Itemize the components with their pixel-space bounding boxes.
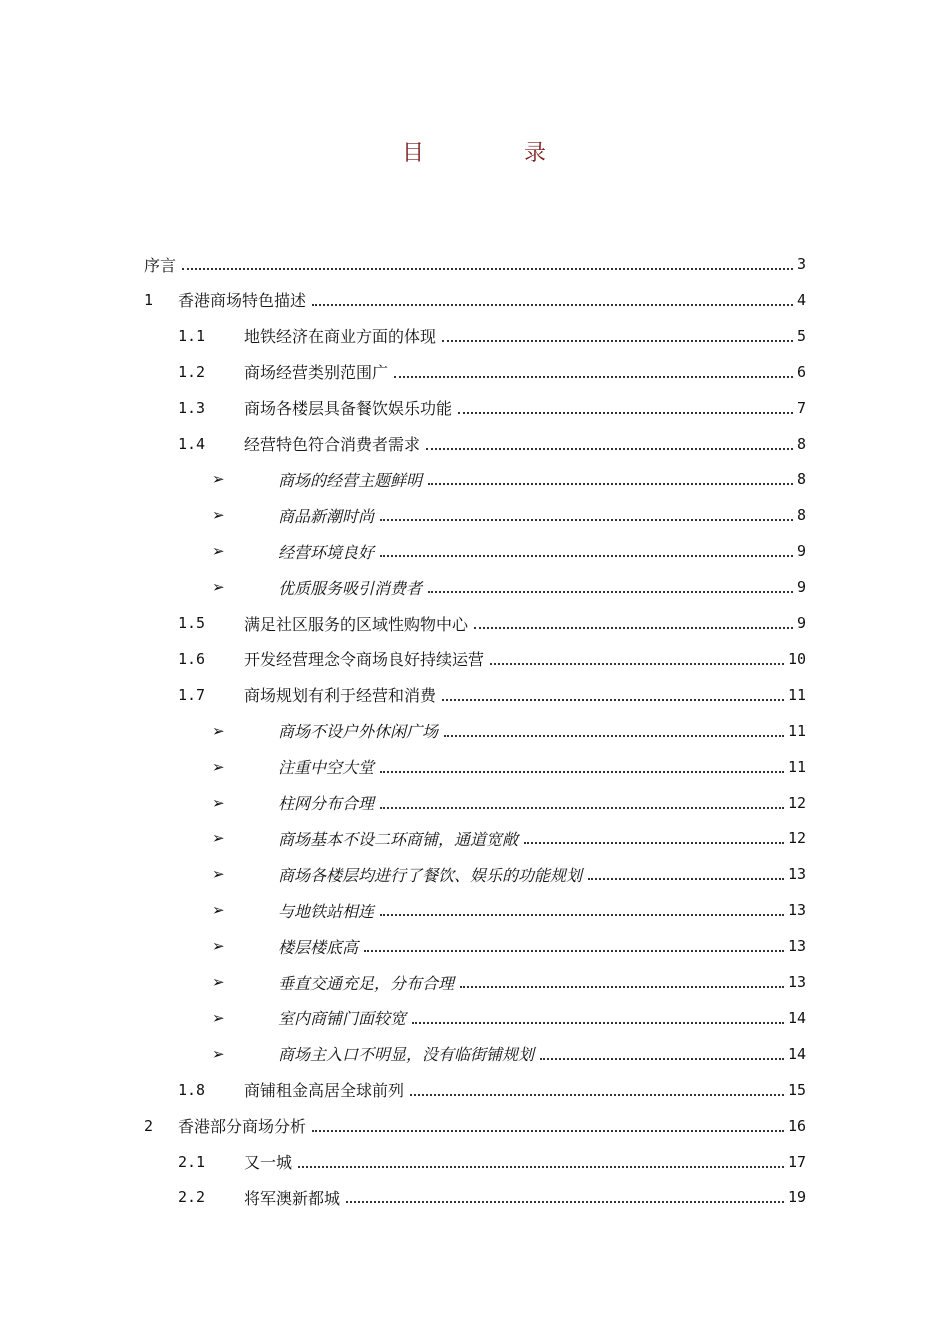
toc-entry-number: 2 [144,1116,154,1135]
dot-leader [444,735,784,737]
dot-leader [442,340,793,342]
toc-entry-title: 满足社区服务的区域性购物中心 [244,612,470,635]
toc-entry-page: 6 [796,362,806,381]
toc-entry-page: 13 [787,937,806,956]
page-title [0,136,950,167]
bullet-arrow-icon: ➢ [212,721,225,740]
toc-entry[interactable] [178,354,806,390]
toc-entry[interactable] [144,246,806,282]
bullet-arrow-icon: ➢ [212,1008,225,1027]
toc-entry[interactable] [212,928,806,964]
dot-leader [380,807,784,809]
toc-entry-title: 商场不设户外休闲广场 [278,719,440,742]
toc-entry-page: 13 [787,865,806,884]
dot-leader [312,1130,784,1132]
toc-entry[interactable] [212,497,806,533]
toc-entry-page: 17 [787,1152,806,1171]
toc-entry-title: 室内商铺门面较宽 [278,1006,408,1029]
toc-entry-number: 2.2 [178,1188,206,1207]
toc-entry-title: 商场各楼层具备餐饮娱乐功能 [244,396,454,419]
toc-entry[interactable] [212,856,806,892]
dot-leader [346,1201,784,1203]
toc-entry-page: 11 [787,685,806,704]
toc-entry-number: 1.1 [178,326,206,345]
dot-leader [182,268,793,270]
toc-entry-page: 15 [787,1080,806,1099]
bullet-arrow-icon: ➢ [212,757,225,776]
toc-entry[interactable] [144,1108,806,1144]
title-char-1: 目 [401,141,426,166]
toc-entry-title: 经营特色符合消费者需求 [244,432,422,455]
toc-entry-title: 垂直交通充足，分布合理 [278,971,456,994]
dot-leader [428,483,793,485]
toc-entry-page: 13 [787,901,806,920]
toc-entry-page: 14 [787,1044,806,1063]
toc-entry[interactable] [178,1144,806,1180]
dot-leader [490,663,784,665]
toc-entry-number: 1 [144,290,154,309]
toc-entry-title: 开发经营理念令商场良好持续运营 [244,647,486,670]
toc-entry-title: 序言 [144,253,178,276]
dot-leader [474,627,793,629]
toc-entry[interactable] [144,282,806,318]
toc-entry-number: 2.1 [178,1152,206,1171]
toc-entry-title: 又一城 [244,1150,294,1173]
toc-entry-page: 14 [787,1008,806,1027]
toc-entry-page: 11 [787,721,806,740]
bullet-arrow-icon: ➢ [212,865,225,884]
dot-leader [524,842,784,844]
toc-entry-title: 商场基本不设二环商铺，通道宽敞 [278,827,520,850]
toc-entry[interactable] [178,390,806,426]
toc-entry-title: 香港部分商场分析 [178,1114,308,1137]
bullet-arrow-icon: ➢ [212,1044,225,1063]
toc-entry-page: 10 [787,649,806,668]
toc-entry-page: 12 [787,793,806,812]
dot-leader [442,699,784,701]
toc-entry[interactable] [212,964,806,1000]
toc-entry-title: 商场的经营主题鲜明 [278,468,424,491]
toc-entry-number: 1.6 [178,649,206,668]
dot-leader [312,304,793,306]
toc-entry[interactable] [178,641,806,677]
bullet-arrow-icon: ➢ [212,470,225,489]
toc-entry[interactable] [178,677,806,713]
toc-entry[interactable] [212,1000,806,1036]
toc-entry-number: 1.7 [178,685,206,704]
dot-leader [298,1166,784,1168]
toc-entry-title: 经营环境良好 [278,540,376,563]
bullet-arrow-icon: ➢ [212,506,225,525]
dot-leader [394,376,793,378]
toc-entry[interactable] [212,785,806,821]
bullet-arrow-icon: ➢ [212,829,225,848]
dot-leader [380,519,793,521]
toc-entry[interactable] [212,892,806,928]
bullet-arrow-icon: ➢ [212,937,225,956]
toc-entry-page: 9 [796,542,806,561]
dot-leader [458,412,793,414]
toc-entry-page: 4 [796,290,806,309]
toc-entry-number: 1.8 [178,1080,206,1099]
dot-leader [380,771,784,773]
toc-entry-page: 3 [796,255,806,273]
toc-entry[interactable] [178,1179,806,1215]
dot-leader [428,591,793,593]
toc-entry-page: 8 [796,506,806,525]
toc-entry[interactable] [178,605,806,641]
toc-entry-title: 商场各楼层均进行了餐饮、娱乐的功能规划 [278,863,584,886]
toc-entry[interactable] [178,318,806,354]
toc-entry[interactable] [212,1036,806,1072]
toc-entry[interactable] [212,713,806,749]
toc-entry[interactable] [212,569,806,605]
toc-entry-page: 8 [796,470,806,489]
toc-entry-title: 楼层楼底高 [278,935,360,958]
toc-entry[interactable] [212,461,806,497]
toc-entry-title: 与地铁站相连 [278,899,376,922]
toc-entry-number: 1.5 [178,614,206,632]
toc-entry-page: 7 [796,398,806,417]
toc-entry[interactable] [212,533,806,569]
toc-entry-title: 商品新潮时尚 [278,504,376,527]
toc-entry-title: 将军澳新都城 [244,1186,342,1209]
dot-leader [380,555,793,557]
toc-entry[interactable] [178,426,806,462]
toc-entry-number: 1.3 [178,398,206,417]
toc-entry-page: 19 [787,1188,806,1207]
toc-entry-page: 5 [796,326,806,345]
toc-entry-page: 11 [787,757,806,776]
toc-entry-page: 13 [787,973,806,991]
toc-entry-title: 商场主入口不明显，没有临街铺规划 [278,1042,536,1065]
toc-entry-number: 1.4 [178,434,206,453]
toc-entry-page: 16 [787,1116,806,1135]
dot-leader [460,986,784,988]
dot-leader [380,914,784,916]
bullet-arrow-icon: ➢ [212,973,225,991]
bullet-arrow-icon: ➢ [212,578,225,597]
bullet-arrow-icon: ➢ [212,901,225,920]
toc-entry-page: 9 [796,578,806,597]
toc-entry-title: 香港商场特色描述 [178,288,308,311]
title-char-2: 录 [524,141,549,166]
toc-entry-title: 柱网分布合理 [278,791,376,814]
dot-leader [588,878,784,880]
toc-entry[interactable] [212,749,806,785]
toc-entry-page: 9 [796,614,806,632]
toc-entry-number: 1.2 [178,362,206,381]
toc-entry-page: 8 [796,434,806,453]
toc-entry[interactable] [178,1072,806,1108]
bullet-arrow-icon: ➢ [212,542,225,561]
toc-entry-page: 12 [787,829,806,848]
toc-entry-title: 优质服务吸引消费者 [278,576,424,599]
toc-entry-title: 注重中空大堂 [278,755,376,778]
toc-entry-title: 地铁经济在商业方面的体现 [244,324,438,347]
toc-entry-title: 商场规划有利于经营和消费 [244,683,438,706]
dot-leader [410,1094,784,1096]
toc-entry-title: 商铺租金高居全球前列 [244,1078,406,1101]
dot-leader [412,1022,784,1024]
toc-entry[interactable] [212,820,806,856]
toc-entry-title: 商场经营类别范围广 [244,360,390,383]
dot-leader [426,448,793,450]
bullet-arrow-icon: ➢ [212,793,225,812]
dot-leader [364,950,784,952]
dot-leader [540,1058,784,1060]
